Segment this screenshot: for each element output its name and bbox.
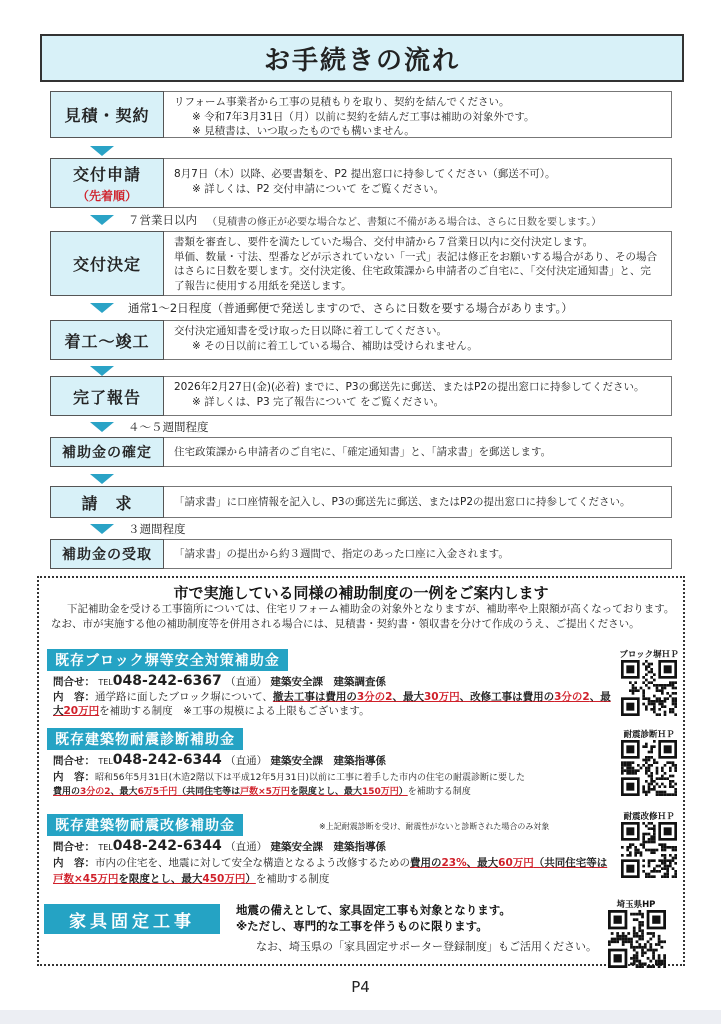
step-label-text: 完了報告 <box>72 387 141 407</box>
content-highlight: 6万5千円 <box>137 787 178 797</box>
diagnosis-contact <box>53 753 386 769</box>
down-arrow-icon <box>90 474 114 484</box>
content-highlight: 60万円 <box>498 857 534 869</box>
content-highlight: 30万円 <box>424 691 460 703</box>
step-body <box>164 486 672 518</box>
step-label <box>50 231 164 296</box>
step-label <box>50 91 164 138</box>
furniture-fixing-heading: 家具固定工事 <box>44 904 220 934</box>
arrow-row <box>90 213 601 227</box>
arrow-note: （見積書の修正が必要な場合など、書類に不備がある場合は、さらに日数を要します。） <box>207 216 602 228</box>
step-body <box>164 231 672 296</box>
tel-prefix: TEL <box>98 843 113 852</box>
content-text: 撤去工事は費用の <box>272 691 357 703</box>
step-line: 住宅政策課から申請者のご自宅に、「確定通知書」と、「請求書」を郵送します。 <box>174 446 552 458</box>
content-text: 、最大 <box>110 787 138 797</box>
step-application <box>50 158 672 208</box>
block-wall-subsidy-heading: 既存ブロック塀等安全対策補助金 <box>47 649 288 671</box>
retrofit-side-note: ※上記耐震診断を受け、耐震性がないと診断された場合のみ対象 <box>319 822 550 831</box>
content-label: 内 容： <box>53 691 95 703</box>
arrow-row <box>90 144 128 158</box>
step-line: 「請求書」の提出から約３週間で、指定のあった口座に入金されます。 <box>174 548 509 560</box>
down-arrow-icon <box>90 215 114 225</box>
down-arrow-icon <box>90 366 114 376</box>
content-text: を補助する制度 <box>407 787 471 797</box>
content-highlight: 戸数×45万円 <box>53 873 119 885</box>
step-sub-label: （先着順） <box>76 189 137 203</box>
step-completion-report <box>50 376 672 416</box>
step-label <box>50 320 164 360</box>
title-box <box>40 34 684 82</box>
content-highlight: 3分の2 <box>554 691 590 703</box>
down-arrow-icon <box>90 422 114 432</box>
content-highlight: 3分の2 <box>80 787 111 797</box>
tel-prefix: TEL <box>98 757 113 766</box>
content-highlight: 150万円 <box>361 787 399 797</box>
down-arrow-icon <box>90 303 114 313</box>
step-body <box>164 158 672 208</box>
step-label <box>50 437 164 467</box>
contact-label: 問合せ： <box>53 841 95 853</box>
diagnosis-content <box>53 770 613 799</box>
content-text: を限度とし、最大 <box>118 873 203 885</box>
down-arrow-icon <box>90 146 114 156</box>
step-line: ※ その日以前に着工している場合、補助は受けられません。 <box>192 339 478 352</box>
step-label <box>50 376 164 416</box>
step-label-text: 着工～竣工 <box>64 331 150 351</box>
step-body <box>164 376 672 416</box>
qr-code-icon[interactable] <box>608 910 666 968</box>
content-highlight: 20万円 <box>63 705 100 717</box>
step-line: 「請求書」に口座情報を記入し、P3の郵送先に郵送、またはP2の提出窓口に持参してください。 <box>174 496 631 508</box>
arrow-text: ４～５週間程度 <box>128 420 209 434</box>
step-label-text: 請 求 <box>81 493 133 513</box>
step-line: リフォーム事業者から工事の見積もりを取り、契約を結んでください。 <box>174 96 510 108</box>
page-number: P4 <box>351 978 370 996</box>
seismic-diagnosis-heading: 既存建築物耐震診断補助金 <box>47 728 243 750</box>
arrow-row <box>90 420 209 434</box>
retrofit-content <box>53 855 613 887</box>
qr-code-icon[interactable] <box>621 660 677 716</box>
dept-name: 建築安全課 建築指導係 <box>270 755 386 767</box>
step-decision <box>50 231 672 296</box>
tel-number: 048-242-6367 <box>112 673 222 689</box>
tel-number: 048-242-6344 <box>112 838 222 854</box>
furniture-fixing-text <box>236 902 511 934</box>
step-body <box>164 91 672 138</box>
content-highlight: 23% <box>441 857 467 869</box>
furniture-footer: なお、埼玉県の「家具固定サポーター登録制度」もご活用ください。 <box>256 940 597 953</box>
content-text: 市内の住宅を、地震に対して安全な構造となるよう改修するための <box>95 857 410 869</box>
step-line: 2026年2月27日(金)(必着) までに、P3の郵送先に郵送、またはP2の提出窓口に持参してください。 <box>174 381 645 393</box>
content-note: ※工事の規模による上限もございます。 <box>183 705 370 717</box>
contact-label: 問合せ： <box>53 755 95 767</box>
furniture-line: ※ただし、専門的な工事を伴うものに限ります。 <box>236 919 488 933</box>
content-text: を補助する制度 <box>255 873 330 885</box>
step-label-text: 補助金の受取 <box>62 547 152 563</box>
step-label <box>50 486 164 518</box>
content-text: 、最大 <box>466 857 499 869</box>
content-text: 費用の <box>53 787 81 797</box>
arrow-row <box>90 522 186 536</box>
content-label: 内 容： <box>53 771 95 783</box>
bottom-band <box>0 1010 721 1024</box>
content-text: 昭和56年5月31日(木造2階以下は平成12年5月31日)以前に工事に着手した市内の住宅の耐震診断に要した <box>95 773 526 783</box>
down-arrow-icon <box>90 524 114 534</box>
content-text: 費用の <box>410 857 442 869</box>
contact-label: 問合せ： <box>53 676 95 688</box>
heading-text: 既存建築物耐震改修補助金 <box>55 818 235 834</box>
info-intro: 下記補助金を受ける工事箇所については、住宅リフォーム補助金の対象外となりますが、補助率や上限額が高くなっております。なお、市が実施する他の補助制度等を併用される場合には、見積書・契約書・領収書を分けて作成のうえ、ご提出ください。 <box>51 603 675 630</box>
step-line: 交付決定通知書を受け取った日以降に着工してください。 <box>174 325 447 337</box>
step-construction <box>50 320 672 360</box>
step-label-text: 交付申請 <box>72 165 141 184</box>
step-line: ※ 令和7年3月31日（月）以前に契約を結んだ工事は補助の対象外です。 <box>192 110 535 123</box>
step-line: 単価、数量・寸法、型番などが示されていない「一式」表記は修正をお願いする場合があり、その場合はさらに日数を要します。交付決定後、住宅政策課から申請者のご自宅に、「交付決定通知書」と、完了報告に使用する用紙を発送します。 <box>174 250 657 292</box>
page-title: お手続きの流れ <box>263 45 460 76</box>
dept-name: 建築安全課 建築指導係 <box>270 841 386 853</box>
step-body <box>164 320 672 360</box>
arrow-row <box>90 472 128 486</box>
step-claim <box>50 486 672 518</box>
block-wall-content <box>53 690 613 718</box>
step-body <box>164 539 672 569</box>
qr-code-icon[interactable] <box>621 822 677 878</box>
retrofit-contact <box>53 839 386 855</box>
qr-label: ブロック塀ＨＰ <box>619 650 679 660</box>
step-receipt <box>50 539 672 569</box>
content-highlight: 3分の2 <box>356 691 393 703</box>
qr-label: 耐震診断ＨＰ <box>623 730 675 740</box>
arrow-text: 通常1～2日程度（普通郵便で発送しますので、さらに日数を要する場合があります。） <box>128 301 573 315</box>
step-body <box>164 437 672 467</box>
content-text: ） <box>398 787 408 797</box>
dept-name: 建築安全課 建築調査係 <box>270 676 386 688</box>
content-text: を補助する制度 <box>99 705 173 717</box>
block-wall-contact <box>53 674 386 690</box>
tel-type: （直通） <box>225 841 268 853</box>
content-text: 、最大 <box>392 691 424 703</box>
content-text: （共同住宅等は <box>177 787 241 797</box>
content-text: 、改修工事は費用の <box>459 691 555 703</box>
qr-label: 耐震改修ＨＰ <box>623 812 675 822</box>
step-label-text: 見積・契約 <box>64 106 150 125</box>
step-label <box>50 158 164 208</box>
step-confirmation <box>50 437 672 467</box>
step-line: 書類を審査し、要件を満たしていた場合、交付申請から７営業日以内に交付決定します。 <box>174 236 594 248</box>
content-highlight: 450万円 <box>202 873 246 885</box>
content-text: （共同住宅等は <box>533 857 608 869</box>
step-line: ※ 見積書は、いつ取ったものでも構いません。 <box>192 125 415 137</box>
seismic-retrofit-heading <box>47 814 243 836</box>
content-text: ） <box>245 873 256 885</box>
tel-type: （直通） <box>225 755 268 767</box>
content-label: 内 容： <box>53 857 95 869</box>
tel-type: （直通） <box>225 676 268 688</box>
step-label <box>50 539 164 569</box>
step-line: ※ 詳しくは、P3 完了報告について をご覧ください。 <box>192 395 445 408</box>
step-line: 8月7日（木）以降、必要書類を、P2 提出窓口に持参してください（郵送不可）。 <box>174 168 556 180</box>
step-label-text: 交付決定 <box>72 255 141 274</box>
step-estimate-contract <box>50 91 672 138</box>
content-text: 、最大 <box>53 691 611 717</box>
tel-number: 048-242-6344 <box>112 752 222 768</box>
info-title: 市で実施している同様の補助制度の一例をご案内します <box>173 584 549 602</box>
content-text: 通学路に面したブロック塀について、 <box>95 691 273 703</box>
tel-prefix: TEL <box>98 678 113 687</box>
arrow-row <box>90 301 573 315</box>
qr-code-icon[interactable] <box>621 740 677 796</box>
step-label-text: 補助金の確定 <box>62 445 152 461</box>
furniture-line: 地震の備えとして、家具固定工事も対象となります。 <box>236 903 511 917</box>
step-line: ※ 詳しくは、P2 交付申請について をご覧ください。 <box>192 182 445 195</box>
content-highlight: 戸数×5万円 <box>240 787 290 797</box>
qr-label: 埼玉県HP <box>616 900 656 910</box>
content-text: を限度とし、最大 <box>289 787 362 797</box>
arrow-text: ３週間程度 <box>128 522 186 536</box>
arrow-text: ７営業日以内 <box>128 213 197 227</box>
